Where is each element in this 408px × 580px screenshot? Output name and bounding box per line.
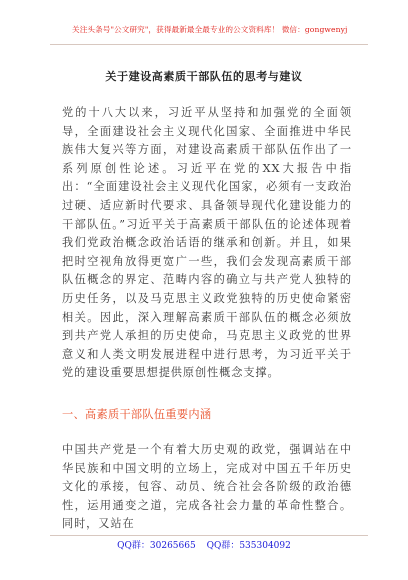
footer-divider bbox=[50, 535, 368, 536]
page-footer-qq-groups: QQ群：30265665 QQ群：535304092 bbox=[117, 541, 291, 551]
header-divider bbox=[50, 44, 368, 45]
body-paragraph-2: 中国共产党是一个有着大历史观的政党，强调站在中华民族和中国文明的立场上，完成对中国五千年历史文化的承接，包容、动员、统合社会各阶级的政治德性，运用通变之道，完成各社会力量的革命性整合。同时，又站在 bbox=[62, 443, 352, 531]
body-paragraph-1: 党的十八大以来，习近平从坚持和加强党的全面领导，全面建设社会主义现代化国家、全面推进中华民族伟大复兴等方面，对建设高素质干部队伍作出了一系列原创性论述。习近平在党的XX大报告中指出：“全面建设社会主义现代化国家，必须有一支政治过硬、适应新时代要求、具备领导现代化建设能力的干部队伍。”习近平关于高素质干部队伍的论述体现着我们党政治概念政治话语的继承和创新。并且，如果把时空视角放得更宽广一些，我们会发现高素质干部队伍概念的界定、范畴内容的确立与共产党人独特的历史任务，以及马克思主义政党独特的历史使命紧密相关。因此，深入理解高素质干部队伍的概念必须放到共产党人承担的历史使命，马克思主义政党的世界意义和人类文明发展进程中进行思考，为习近平关于党的建设重要思想提供原创性概念支撑。 bbox=[62, 106, 352, 380]
section-heading: 一、高素质干部队伍重要内涵 bbox=[62, 408, 212, 421]
page-header-banner: 关注头条号"公文研究"，获得最新最全最专业的公文资料库！ 微信：gongwenyj bbox=[72, 25, 348, 34]
document-title: 关于建设高素质干部队伍的思考与建议 bbox=[105, 70, 303, 83]
